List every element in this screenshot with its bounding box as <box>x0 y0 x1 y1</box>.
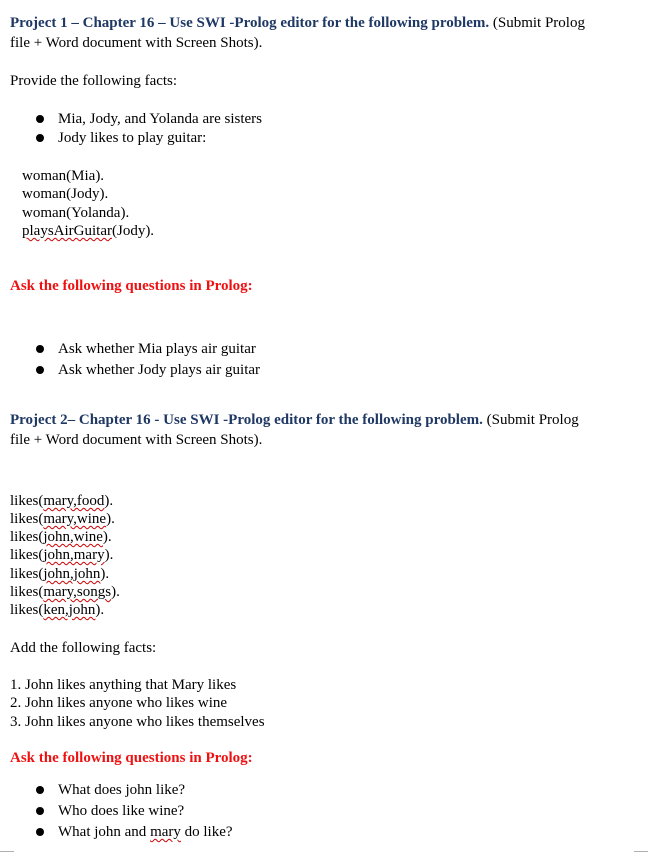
page-corner-mark <box>0 851 14 852</box>
likes-args: john,mary <box>43 547 105 563</box>
code-line-plays-air-guitar <box>22 222 154 240</box>
page-corner-mark <box>634 851 648 852</box>
project1-heading-line <box>10 14 585 32</box>
bullet-dot <box>36 828 44 836</box>
project2-add-intro: Add the following facts: <box>10 640 157 656</box>
likes-fact: likes(mary,songs). <box>10 584 120 600</box>
likes-args: ken,john <box>43 602 96 618</box>
project1-submit-note-cont: file + Word document with Screen Shots). <box>10 35 263 51</box>
code-line-woman-mia: woman(Mia). <box>22 168 105 184</box>
project2-question-2: Who does like wine? <box>58 803 185 819</box>
project2-submit-note: (Submit Prolog <box>482 412 579 428</box>
project2-submit-note-cont: file + Word document with Screen Shots). <box>10 432 263 448</box>
likes-args: john,wine <box>43 529 103 545</box>
bullet-dot <box>36 115 44 123</box>
project1-facts-intro: Provide the following facts: <box>10 73 178 89</box>
likes-fact: likes(john,john). <box>10 566 110 582</box>
project1-ask-heading: Ask the following questions in Prolog: <box>10 278 253 294</box>
project1-question-1: Ask whether Mia plays air guitar <box>58 341 256 357</box>
bullet-dot <box>36 366 44 374</box>
likes-args: mary,songs <box>43 584 112 600</box>
likes-args: mary,wine <box>43 511 107 527</box>
likes-args: john,john <box>43 566 101 582</box>
project2-question-1: What does john like? <box>58 782 186 798</box>
spellcheck-word: playsAirGuitar <box>22 223 112 239</box>
bullet-dot <box>36 345 44 353</box>
rule-3: 3. John likes anyone who likes themselves <box>10 714 265 730</box>
likes-fact: likes(ken,john). <box>10 602 105 618</box>
likes-fact: likes(mary,food). <box>10 493 114 509</box>
project2-title: Project 2– Chapter 16 - Use SWI -Prolog editor for the following problem. <box>10 412 483 428</box>
project2-question-3: What john and mary do like? <box>58 824 233 840</box>
project1-bullet-2: Jody likes to play guitar: <box>58 130 207 146</box>
project2-ask-heading: Ask the following questions in Prolog: <box>10 750 253 766</box>
project2-heading-line <box>10 411 579 429</box>
likes-fact: likes(john,wine). <box>10 529 112 545</box>
bullet-dot <box>36 807 44 815</box>
project1-question-2: Ask whether Jody plays air guitar <box>58 362 261 378</box>
code-args: (Jody). <box>111 223 155 239</box>
code-line-woman-yolanda: woman(Yolanda). <box>22 205 130 221</box>
spellcheck-word: mary <box>150 824 181 840</box>
project1-bullet-1: Mia, Jody, and Yolanda are sisters <box>58 111 263 127</box>
code-line-woman-jody: woman(Jody). <box>22 186 109 202</box>
bullet-dot <box>36 134 44 142</box>
rule-2: 2. John likes anyone who likes wine <box>10 695 228 711</box>
project1-title: Project 1 – Chapter 16 – Use SWI -Prolog editor for the following problem. <box>10 15 490 31</box>
likes-fact: likes(mary,wine). <box>10 511 115 527</box>
bullet-dot <box>36 786 44 794</box>
likes-fact: likes(john,mary). <box>10 547 114 563</box>
project1-submit-note: (Submit Prolog <box>489 15 585 31</box>
rule-1: 1. John likes anything that Mary likes <box>10 677 237 693</box>
likes-args: mary,food <box>43 493 105 509</box>
